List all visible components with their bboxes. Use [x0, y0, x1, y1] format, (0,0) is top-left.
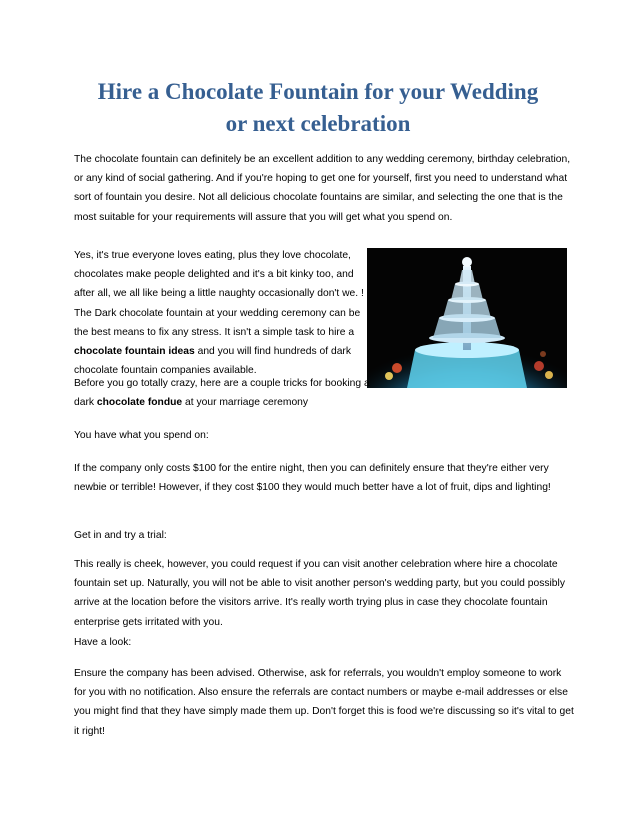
section-heading-look: Have a look:	[74, 637, 132, 648]
title-line-1: Hire a Chocolate Fountain for your Wedding	[97, 79, 539, 104]
page-title	[60, 76, 576, 140]
paragraph-cost: If the company only costs $100 for the entire night, then you can definitely ensure that they're either very newbie or terrible! However, if they cost $100 they would much better have a lot of fruit, dips and lighting!	[74, 463, 551, 494]
chocolate-fountain-ideas-keyword: chocolate fountain ideas	[74, 346, 195, 358]
paragraph-tricks-text-a: Before you go totally crazy, here are a couple tricks for booking a dark	[74, 378, 370, 409]
paragraph-tricks	[74, 374, 374, 412]
section-heading-spend: You have what you spend on:	[74, 430, 209, 441]
paragraph-fountain	[74, 246, 374, 380]
intro-paragraph: The chocolate fountain can definitely be an excellent addition to any wedding ceremony, birthday celebration, or any kind of social gathering. And if you're hoping to get one for yourself, first you need to understand what sort of fountain you desire. Not all delicious chocolate fountains are similar, and selecting the one that is the most suitable for your requirements will assure that you will get what you spend on.	[74, 154, 571, 223]
title-line-2: or next celebration	[225, 111, 411, 136]
section-heading-trial: Get in and try a trial:	[74, 530, 167, 541]
paragraph-tricks-text-b: at your marriage ceremony	[182, 397, 309, 409]
paragraph-fountain-text-a: Yes, it's true everyone loves eating, plus they love chocolate, chocolates make people delighted and it's a bit kinky too, and after all, we all like being a little naughty occasionally don't we. ! The Dark chocolate fountain at your wedding ceremony can be the best means to fix any stress. It isn't a simple task to hire a	[74, 250, 364, 338]
paragraph-trial: This really is cheek, however, you could request if you can visit another celebration where hire a chocolate fountain set up. Naturally, you will not be able to visit another person's wedding party, but you could possibly arrive at the location before the visitors arrive. It's really worth trying plus in case they chocolate fountain enterprise gets irritated with you.	[74, 559, 565, 628]
chocolate-fountain-image	[367, 248, 567, 388]
paragraph-referrals: Ensure the company has been advised. Otherwise, ask for referrals, you wouldn't employ someone to work for you with no notification. Also ensure the referrals are contact numbers or maybe e-mail addresses or else you might find that they have simply made them up. Don't forget this is food we're discussing so it's vital to get it right!	[74, 668, 574, 737]
chocolate-fondue-keyword: chocolate fondue	[96, 397, 183, 409]
chocolate-fountain-photo	[367, 248, 567, 388]
paragraph-fountain-text-b: and you will find hundreds of dark chocolate fountain companies available.	[74, 346, 351, 377]
